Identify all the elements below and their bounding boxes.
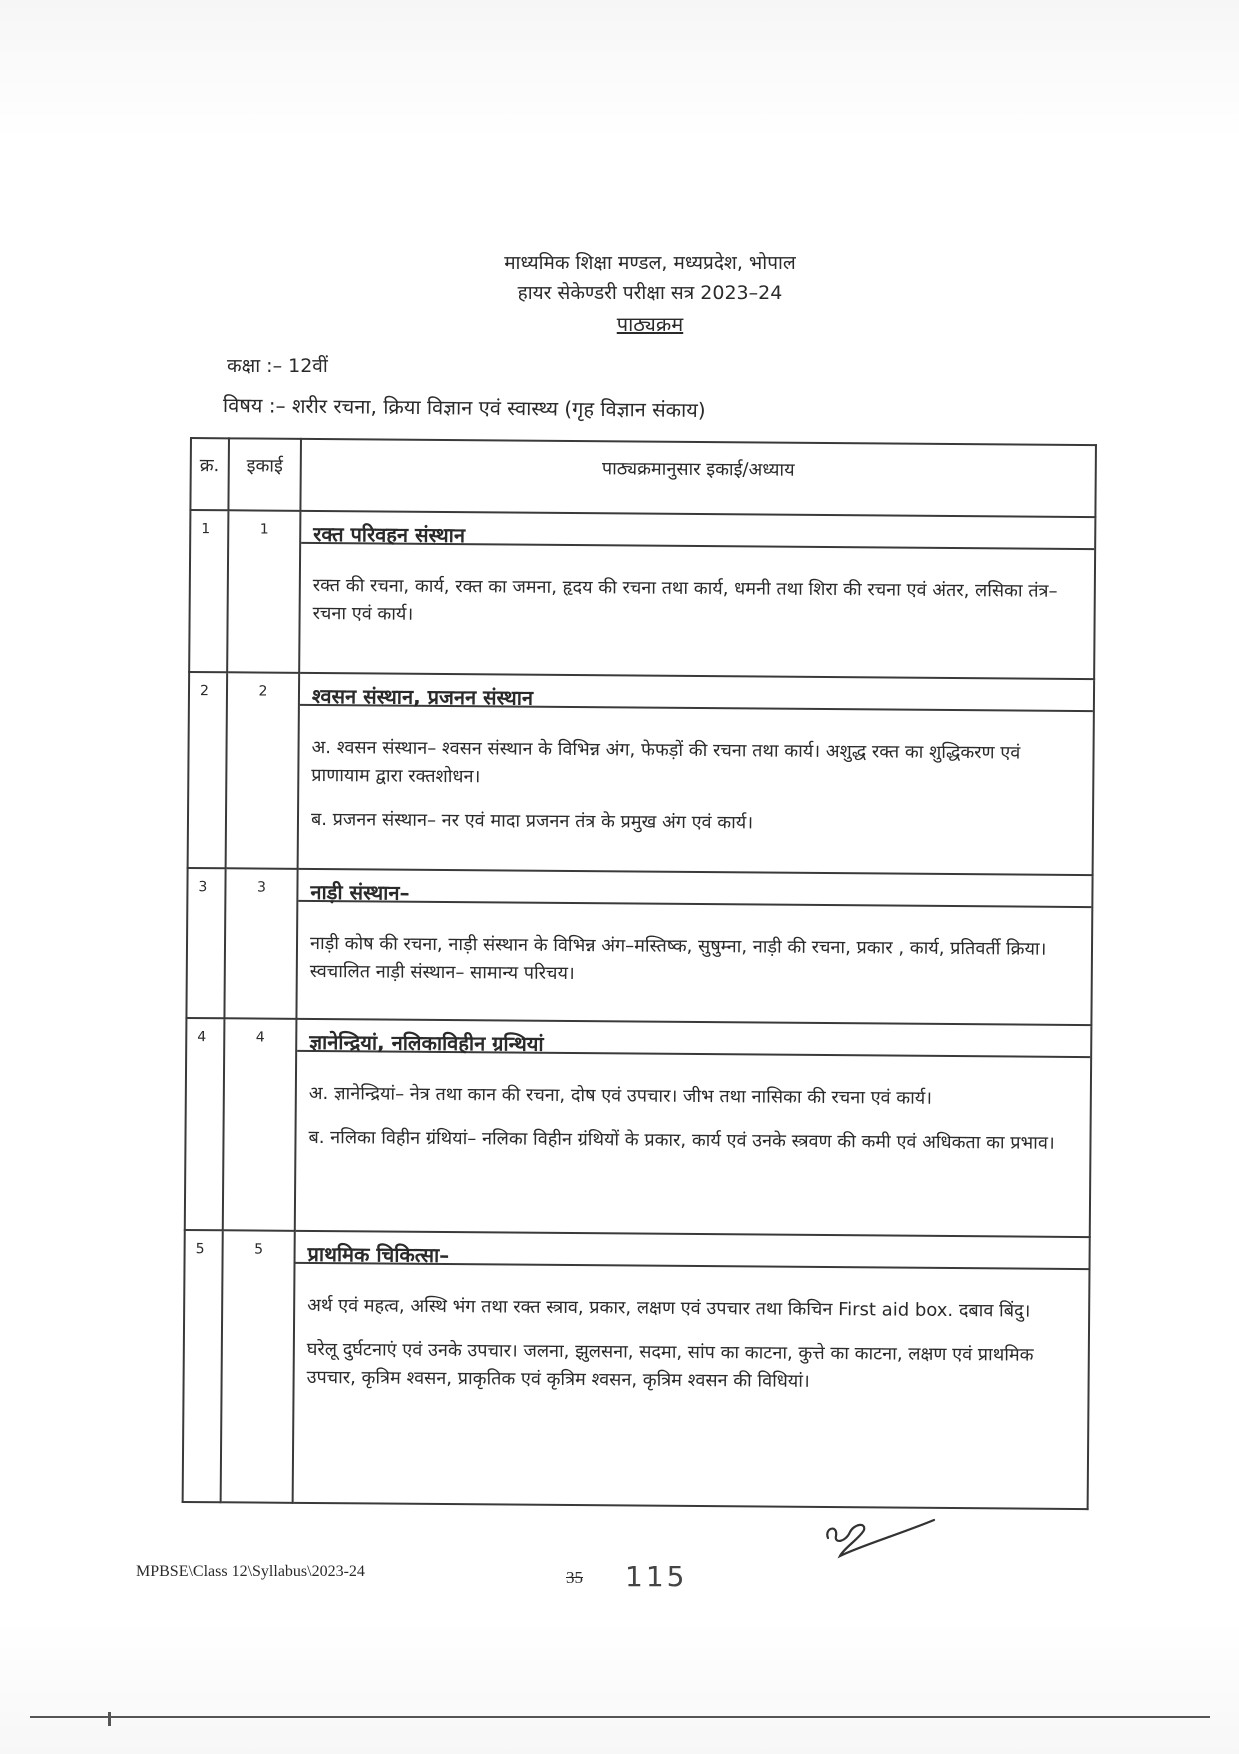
unit-paragraph: अ. श्वसन संस्थान– श्वसन संस्थान के विभिन्न अंग, फेफड़ों की रचना तथा कार्य। अशुद्ध रक्त का शुद्धिकरण एवं प्राणायाम द्वारा रक्तशोधन।: [311, 736, 1021, 788]
class-line: कक्षा :– 12वीं: [227, 355, 328, 377]
document-title: पाठ्यक्रम: [616, 312, 684, 336]
board-name: माध्यमिक शिक्षा मण्डल, मध्यप्रदेश, भोपाल: [504, 252, 796, 274]
unit-paragraph: नाड़ी कोष की रचना, नाड़ी संस्थान के विभिन्न अंग–मस्तिष्क, सुषुम्ना, नाड़ी की रचना, प्रकार , कार्य, प्रतिवर्ती क्रिया। स्वचालित नाड़ी संस्थान– सामान्य परिचय।: [309, 932, 1047, 985]
bottom-divider-tick: [108, 1712, 111, 1726]
unit-paragraph: ब. प्रजनन संस्थान– नर एवं मादा प्रजनन तंत्र के प्रमुख अंग एवं कार्य।: [310, 808, 754, 834]
row-sno: 1: [189, 510, 228, 672]
unit-body: [297, 902, 1091, 1018]
subject-line: विषय :– शरीर रचना, क्रिया विज्ञान एवं स्वास्थ्य (गृह विज्ञान संकाय): [222, 393, 706, 423]
unit-title: प्राथमिक चिकित्सा–: [296, 1232, 1089, 1270]
unit-title: श्वसन संस्थान, प्रजनन संस्थान: [300, 674, 1093, 712]
document-header: [420, 248, 880, 340]
unit-body: [296, 1052, 1090, 1184]
row-sno: 3: [186, 868, 225, 1018]
unit-paragraph: घरेलू दुर्घटनाएं एवं उनके उपचार। जलना, झुलसना, सदमा, सांप का काटना, कुत्ते का काटना, लक्षण एवं प्राथमिक उपचार, कृत्रिम श्वसन, प्राकृतिक एवं कृत्रिम श्वसन, कृत्रिम श्वसन की विधियां।: [306, 1338, 1034, 1392]
table-header-row: [190, 438, 1096, 517]
table-row: [185, 1018, 1092, 1237]
unit-paragraph: ब. नलिका विहीन ग्रंथियां– नलिका विहीन ग्रंथियों के प्रकार, कार्य एवं उनके स्त्रवण की कमी एवं अधिकता का प्रभाव।: [308, 1126, 1055, 1154]
table-row: [188, 672, 1095, 875]
unit-body: [294, 1264, 1088, 1424]
header-chapter: पाठ्यक्रमानुसार इकाई/अध्याय: [300, 439, 1096, 517]
unit-paragraph: अर्थ एवं महत्व, अस्थि भंग तथा रक्त स्त्राव, प्रकार, लक्षण एवं उपचार तथा किचिन First aid box. दबाव बिंदु।: [307, 1294, 1031, 1322]
table-row: [186, 868, 1092, 1025]
header-unit: इकाई: [228, 438, 301, 511]
footer-document-path: MPBSE\Class 12\Syllabus\2023-24: [136, 1563, 365, 1580]
unit-paragraph: अ. ज्ञानेन्द्रियां– नेत्र तथा कान की रचना, दोष एवं उपचार। जीभ तथा नासिका की रचना एवं कार्य।: [308, 1082, 933, 1109]
row-sno: 5: [183, 1230, 223, 1502]
row-content: [293, 1231, 1090, 1509]
unit-body: [299, 706, 1093, 866]
header-sno: क्र.: [190, 438, 229, 510]
row-content: [295, 1019, 1092, 1237]
unit-title: नाड़ी संस्थान–: [298, 870, 1091, 908]
row-unit: 2: [226, 672, 300, 869]
row-content: [296, 869, 1092, 1025]
unit-title: ज्ञानेन्द्रियां, नलिकाविहीन ग्रन्थियां: [297, 1020, 1090, 1058]
exam-session: हायर सेकेण्डरी परीक्षा सत्र 2023–24: [517, 282, 783, 304]
row-content: [299, 511, 1095, 679]
footer-handwritten-page: 115: [625, 1560, 688, 1593]
bottom-divider: [30, 1716, 1210, 1718]
row-unit: 1: [227, 510, 300, 673]
row-content: [298, 673, 1095, 875]
row-unit: 3: [224, 868, 297, 1019]
syllabus-table-wrapper: [182, 437, 1095, 1522]
syllabus-table: [182, 437, 1097, 1510]
unit-title: रक्त परिवहन संस्थान: [301, 512, 1094, 550]
signature-mark: [820, 1498, 940, 1568]
row-sno: 2: [188, 672, 228, 868]
row-sno: 4: [185, 1018, 225, 1230]
table-row: [183, 1230, 1090, 1509]
row-unit: 4: [223, 1018, 297, 1231]
table-row: [189, 510, 1095, 679]
row-unit: 5: [221, 1230, 295, 1503]
footer-page-number: 35: [566, 1568, 583, 1587]
unit-body: [300, 544, 1094, 660]
unit-paragraph: रक्त की रचना, कार्य, रक्त का जमना, हृदय की रचना तथा कार्य, धमनी तथा शिरा की रचना एवं अंतर, लसिका तंत्र– रचना एवं कार्य।: [312, 574, 1058, 625]
